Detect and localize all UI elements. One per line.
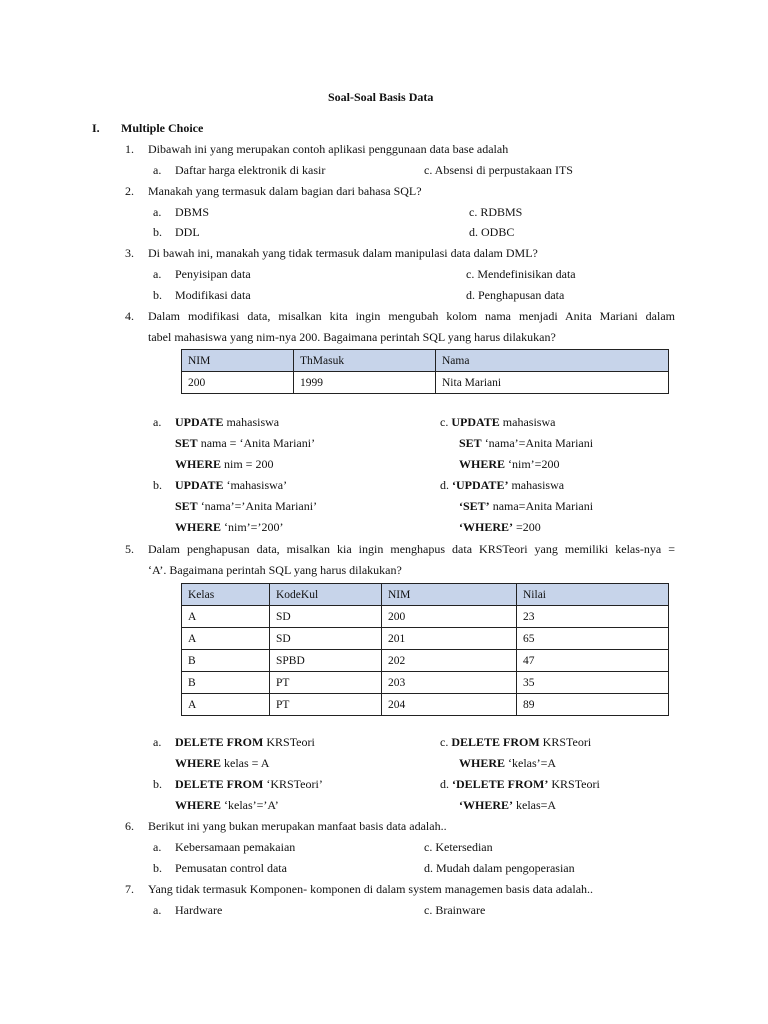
sql-option-line xyxy=(459,435,593,451)
option-text: DBMS xyxy=(175,205,210,219)
question-number: 2. xyxy=(125,184,134,198)
option-text: d. Mudah dalam pengoperasian xyxy=(424,861,575,875)
option-text: DDL xyxy=(175,225,200,239)
table-cell: 65 xyxy=(517,628,669,650)
sql-keyword: UPDATE xyxy=(175,415,224,429)
table-cell: B xyxy=(182,672,270,694)
option-text: Pemusatan control data xyxy=(175,861,287,875)
sql-keyword: UPDATE xyxy=(451,415,500,429)
option-label: b. xyxy=(153,777,162,791)
table-cell: 203 xyxy=(382,672,517,694)
column-header: KodeKul xyxy=(270,584,382,606)
table-cell: A xyxy=(182,628,270,650)
sql-option-line xyxy=(459,456,559,472)
sql-text: nama=Anita Mariani xyxy=(489,499,594,513)
sql-text: ‘nim’=’200’ xyxy=(221,520,284,534)
option-text: Hardware xyxy=(175,903,223,917)
table-cell: 1999 xyxy=(294,372,436,394)
sql-keyword: ‘WHERE’ xyxy=(459,798,513,812)
option-label: b. xyxy=(153,288,162,302)
question-text: Manakah yang termasuk dalam bagian dari bahasa SQL? xyxy=(148,184,422,198)
option-label: c. xyxy=(440,735,452,749)
sql-option-line xyxy=(440,414,555,430)
table-header-row xyxy=(182,350,669,372)
question-text: Dibawah ini yang merupakan contoh aplikasi penggunaan data base adalah xyxy=(148,142,509,156)
option-text: c. Absensi di perpustakaan ITS xyxy=(424,163,573,177)
sql-keyword: WHERE xyxy=(459,457,506,471)
sql-keyword: SET xyxy=(175,499,198,513)
sql-text: mahasiswa xyxy=(223,415,280,429)
option-label: d. xyxy=(440,478,452,492)
option-text: Kebersamaan pemakaian xyxy=(175,840,296,854)
table-cell: 201 xyxy=(382,628,517,650)
table-row xyxy=(182,650,669,672)
sql-text: KRSTeori xyxy=(263,735,315,749)
option-label: d. xyxy=(440,777,452,791)
option-label: a. xyxy=(153,840,162,854)
sql-option-line xyxy=(459,755,556,771)
option-text: d. ODBC xyxy=(469,225,515,239)
column-header: Kelas xyxy=(182,584,270,606)
sql-keyword: WHERE xyxy=(459,756,506,770)
question-number: 3. xyxy=(125,246,134,260)
sql-keyword: WHERE xyxy=(175,798,222,812)
option-text: Modifikasi data xyxy=(175,288,251,302)
question-text: Dalam modifikasi data, misalkan kita ingin mengubah kolom nama menjadi Anita Mariani dalam xyxy=(148,309,675,323)
sql-text: kelas = A xyxy=(221,756,270,770)
sql-keyword: SET xyxy=(175,436,198,450)
column-header: Nama xyxy=(436,350,669,372)
sql-text: mahasiswa xyxy=(499,415,556,429)
question-number: 4. xyxy=(125,309,134,323)
question-text: Berikut ini yang bukan merupakan manfaat basis data adalah.. xyxy=(148,819,447,833)
option-label: c. xyxy=(440,415,452,429)
question-number: 5. xyxy=(125,542,134,556)
sql-option-line xyxy=(175,456,273,472)
table-cell: Nita Mariani xyxy=(436,372,669,394)
table-cell: 200 xyxy=(382,606,517,628)
sql-keyword: DELETE FROM xyxy=(175,777,264,791)
option-text: c. Ketersedian xyxy=(424,840,493,854)
sql-text: ‘kelas’=’A’ xyxy=(221,798,279,812)
question-number: 7. xyxy=(125,882,134,896)
question-text: Dalam penghapusan data, misalkan kia ingin menghapus data KRSTeori yang memiliki kelas-nya = xyxy=(148,542,675,556)
sql-keyword: ‘DELETE FROM’ xyxy=(452,777,549,791)
sql-option-line xyxy=(175,498,317,514)
option-label: b. xyxy=(153,478,162,492)
sql-keyword: ‘UPDATE’ xyxy=(452,478,509,492)
sql-text: ‘nim’=200 xyxy=(505,457,560,471)
question-text: tabel mahasiswa yang nim-nya 200. Bagaimana perintah SQL yang harus dilakukan? xyxy=(148,330,556,344)
option-label: a. xyxy=(153,903,162,917)
column-header: Nilai xyxy=(517,584,669,606)
table-cell: PT xyxy=(270,694,382,716)
table-cell: 200 xyxy=(182,372,294,394)
sql-keyword: WHERE xyxy=(175,520,222,534)
option-text: d. Penghapusan data xyxy=(466,288,565,302)
sql-text: ‘nama’=Anita Mariani xyxy=(481,436,594,450)
data-table-krsteori xyxy=(181,583,669,716)
sql-keyword: SET xyxy=(459,436,482,450)
document-title: Soal-Soal Basis Data xyxy=(328,90,434,104)
section-title: Multiple Choice xyxy=(121,121,204,135)
option-label: a. xyxy=(153,735,162,749)
sql-option-line xyxy=(175,435,315,451)
sql-text: =200 xyxy=(513,520,541,534)
table-cell: 202 xyxy=(382,650,517,672)
sql-option-line xyxy=(175,519,283,535)
sql-option-line xyxy=(459,797,556,813)
sql-option-line xyxy=(175,414,279,430)
sql-text: KRSTeori xyxy=(539,735,592,749)
option-label: a. xyxy=(153,415,162,429)
table-cell: 89 xyxy=(517,694,669,716)
sql-option-line xyxy=(440,776,600,792)
sql-keyword: ‘SET’ xyxy=(459,499,490,513)
table-cell: B xyxy=(182,650,270,672)
option-label: a. xyxy=(153,267,162,281)
table-row xyxy=(182,694,669,716)
table-cell: PT xyxy=(270,672,382,694)
column-header: NIM xyxy=(182,350,294,372)
sql-keyword: UPDATE xyxy=(175,478,224,492)
table-row xyxy=(182,372,669,394)
question-text: Yang tidak termasuk Komponen- komponen di dalam system managemen basis data adalah.. xyxy=(148,882,594,896)
question-number: 1. xyxy=(125,142,134,156)
column-header: ThMasuk xyxy=(294,350,436,372)
sql-text: nama = ‘Anita Mariani’ xyxy=(197,436,316,450)
sql-keyword: WHERE xyxy=(175,756,222,770)
table-cell: A xyxy=(182,606,270,628)
option-label: a. xyxy=(153,163,162,177)
table-row xyxy=(182,606,669,628)
sql-option-line xyxy=(459,519,541,535)
sql-keyword: DELETE FROM xyxy=(175,735,264,749)
table-cell: SD xyxy=(270,628,382,650)
column-header: NIM xyxy=(382,584,517,606)
section-number: I. xyxy=(92,121,100,135)
question-number: 6. xyxy=(125,819,134,833)
table-header-row xyxy=(182,584,669,606)
sql-text: KRSTeori xyxy=(548,777,600,791)
table-row xyxy=(182,628,669,650)
sql-text: ‘KRSTeori’ xyxy=(263,777,323,791)
table-cell: 47 xyxy=(517,650,669,672)
sql-option-line xyxy=(175,734,315,750)
sql-option-line xyxy=(440,477,564,493)
option-label: a. xyxy=(153,205,162,219)
option-text: c. Brainware xyxy=(424,903,486,917)
sql-option-line xyxy=(175,797,279,813)
table-cell: 35 xyxy=(517,672,669,694)
sql-text: ‘nama’=’Anita Mariani’ xyxy=(197,499,318,513)
option-text: c. Mendefinisikan data xyxy=(466,267,576,281)
sql-text: nim = 200 xyxy=(221,457,274,471)
sql-option-line xyxy=(175,776,323,792)
question-text: ‘A’. Bagaimana perintah SQL yang harus dilakukan? xyxy=(148,563,402,577)
sql-keyword: ‘WHERE’ xyxy=(459,520,513,534)
sql-option-line xyxy=(440,734,591,750)
sql-option-line xyxy=(175,477,287,493)
table-cell: 23 xyxy=(517,606,669,628)
question-text: Di bawah ini, manakah yang tidak termasuk dalam manipulasi data dalam DML? xyxy=(148,246,538,260)
option-label: b. xyxy=(153,225,162,239)
table-cell: SPBD xyxy=(270,650,382,672)
sql-text: kelas=A xyxy=(513,798,557,812)
option-text: Penyisipan data xyxy=(175,267,251,281)
sql-text: ‘mahasiswa’ xyxy=(223,478,288,492)
table-cell: 204 xyxy=(382,694,517,716)
table-cell: A xyxy=(182,694,270,716)
option-text: Daftar harga elektronik di kasir xyxy=(175,163,326,177)
sql-option-line xyxy=(459,498,593,514)
sql-text: ‘kelas’=A xyxy=(505,756,557,770)
table-cell: SD xyxy=(270,606,382,628)
option-label: b. xyxy=(153,861,162,875)
sql-keyword: DELETE FROM xyxy=(451,735,540,749)
table-row xyxy=(182,672,669,694)
sql-option-line xyxy=(175,755,269,771)
sql-text: mahasiswa xyxy=(508,478,565,492)
data-table-mahasiswa xyxy=(181,349,669,394)
sql-keyword: WHERE xyxy=(175,457,222,471)
option-text: c. RDBMS xyxy=(469,205,523,219)
